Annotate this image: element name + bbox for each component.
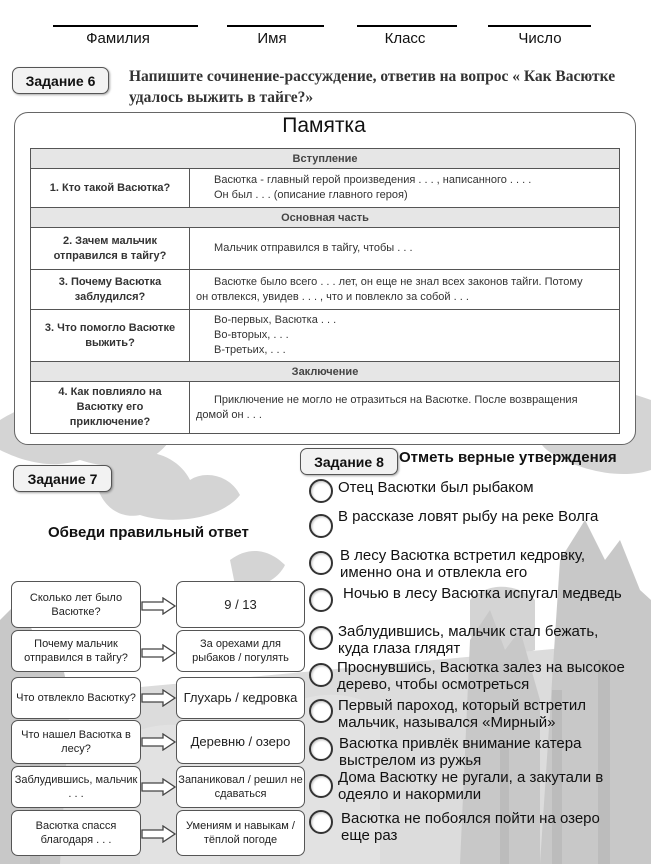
statement-radio[interactable] [309, 479, 333, 503]
statement-text: В рассказе ловят рыбу на реке Волга [338, 508, 599, 525]
statement-radio[interactable] [309, 514, 333, 538]
memo-answer: Васютка - главный герой произведения . . . , написанного . . . . Он был . . . (описание главного героя) [190, 169, 620, 208]
memo-row [31, 310, 620, 362]
right-arrow-icon [141, 597, 177, 615]
name-line[interactable] [227, 25, 324, 27]
surname-line[interactable] [53, 25, 198, 27]
name-label: Имя [257, 30, 287, 47]
task6-tag: Задание 6 [12, 67, 109, 94]
task7-question: Васютка спасся благодаря . . . [11, 810, 141, 856]
memo-title: Памятка [282, 114, 366, 137]
statement-text: Ночью в лесу Васютка испугал медведь [343, 585, 622, 602]
task7-instruction: Обведи правильный ответ [48, 524, 249, 541]
task7-question: Сколько лет было Васютке? [11, 581, 141, 628]
statement-text: В лесу Васютка встретил кедровку, именно она и отвлекла его [340, 547, 586, 581]
memo-row [31, 228, 620, 270]
statement-radio[interactable] [309, 626, 333, 650]
task7-question: Что нашел Васютка в лесу? [11, 720, 141, 764]
memo-section-conclusion: Заключение [31, 362, 620, 382]
statement-radio[interactable] [309, 588, 333, 612]
statement-text: Васютка не побоялся пойти на озеро еще раз [341, 810, 600, 844]
memo-question: 3. Почему Васютка заблудился? [31, 270, 190, 310]
task7-answer-options[interactable]: Деревню / озеро [176, 720, 305, 764]
task7-answer-options[interactable]: 9 / 13 [176, 581, 305, 628]
memo-table [30, 148, 620, 434]
memo-answer: Мальчик отправился в тайгу, чтобы . . . [190, 228, 620, 270]
task7-question: Почему мальчик отправился в тайгу? [11, 630, 141, 672]
statement-text: Первый пароход, который встретил мальчик, назывался «Мирный» [338, 697, 586, 731]
task8-tag: Задание 8 [300, 448, 398, 475]
memo-question: 2. Зачем мальчик отправился в тайгу? [31, 228, 190, 270]
date-line[interactable] [488, 25, 591, 27]
right-arrow-icon [141, 644, 177, 662]
task7-answer-options[interactable]: Глухарь / кедровка [176, 677, 305, 719]
task8-instruction: Отметь верные утверждения [399, 449, 617, 466]
memo-question: 1. Кто такой Васютка? [31, 169, 190, 208]
statement-radio[interactable] [309, 737, 333, 761]
class-label: Класс [384, 30, 426, 47]
statement-text: Заблудившись, мальчик стал бежать, куда глаза глядят [338, 623, 599, 657]
statement-radio[interactable] [309, 551, 333, 575]
surname-label: Фамилия [86, 30, 150, 47]
memo-answer: Во-первых, Васютка . . . Во-вторых, . . . В-третьих, . . . [190, 310, 620, 362]
right-arrow-icon [141, 778, 177, 796]
statement-radio[interactable] [309, 774, 333, 798]
right-arrow-icon [141, 825, 177, 843]
memo-question: 3. Что помогло Васютке выжить? [31, 310, 190, 362]
task7-question: Заблудившись, мальчик . . . [11, 766, 141, 808]
memo-row [31, 270, 620, 310]
statement-radio[interactable] [309, 810, 333, 834]
right-arrow-icon [141, 733, 177, 751]
task7-answer-options[interactable]: Умениям и навыкам / тёплой погоде [176, 810, 305, 856]
task7-tag: Задание 7 [13, 465, 112, 492]
date-label: Число [518, 30, 562, 47]
memo-answer: Приключение не могло не отразиться на Васютке. После возвращения домой он . . . [190, 382, 620, 434]
memo-row [31, 382, 620, 434]
right-arrow-icon [141, 689, 177, 707]
statement-text: Дома Васютку не ругали, а закутали в одеяло и накормили [338, 769, 604, 803]
statement-radio[interactable] [309, 663, 333, 687]
memo-answer: Васютке было всего . . . лет, он еще не знал всех законов тайги. Потому он отвлекся, увидев . . . , что и повлекло за собой . . . [190, 270, 620, 310]
statement-text: Отец Васютки был рыбаком [338, 479, 534, 496]
memo-section-main: Основная часть [31, 208, 620, 228]
memo-section-intro: Вступление [31, 149, 620, 169]
memo-row [31, 169, 620, 208]
task6-instruction: Напишите сочинение-рассуждение, ответив на вопрос « Как Васютке удалось выжить в тайге?» [129, 68, 616, 106]
task7-question: Что отвлекло Васютку? [11, 677, 141, 719]
class-line[interactable] [357, 25, 457, 27]
memo-question: 4. Как повлияло на Васютку его приключение? [31, 382, 190, 434]
task7-answer-options[interactable]: Запаниковал / решил не сдаваться [176, 766, 305, 808]
statement-text: Проснувшись, Васютка залез на высокое дерево, чтобы осмотреться [337, 659, 625, 693]
task7-answer-options[interactable]: За орехами для рыбаков / погулять [176, 630, 305, 672]
statement-text: Васютка привлёк внимание катера выстрелом из ружья [339, 735, 582, 769]
statement-radio[interactable] [309, 699, 333, 723]
